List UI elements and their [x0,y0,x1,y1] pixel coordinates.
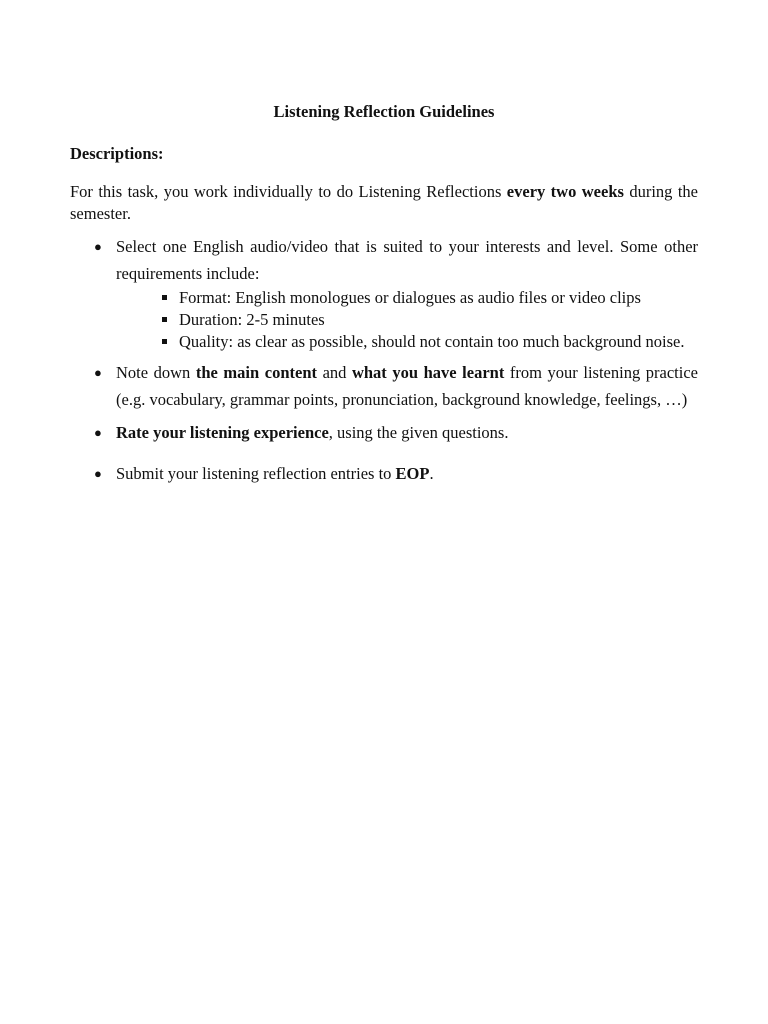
intro-paragraph [70,181,698,225]
requirement-format [116,287,698,309]
bullet-icon: ● [94,239,102,254]
note-text-3: from your listening [504,363,641,382]
square-bullet-icon [162,317,167,322]
document-page [70,100,698,491]
intro-emphasis: every two weeks [506,182,624,201]
requirements-list [116,287,698,353]
note-text-1: Note down [116,363,196,382]
select-audio-text-1: Select one English audio/video that is suited to your interests and level. Some [116,237,658,256]
intro-text-end: during the semester. [70,182,698,223]
bullet-icon: ● [94,466,102,481]
rate-text: , using the given questions. [328,423,509,442]
select-audio-text-2: other requirements include: [116,237,699,283]
requirement-quality [116,331,698,353]
requirement-text: Quality: as clear as possible, should not contain too much background noise. [179,332,685,351]
note-text-2: and [317,363,352,382]
submit-text: Submit your listening reflection entries to [116,464,396,483]
note-text-4: practice (e.g. vocabulary, grammar points, pronunciation, background knowledge, feelings, …) [116,363,698,409]
note-emphasis-2: what you have learnt [351,363,505,382]
document-title: Listening Reflection Guidelines [273,102,495,121]
guideline-list [70,233,698,487]
list-item-select-audio [70,233,698,353]
list-item-note-down [70,359,698,413]
bullet-icon: ● [94,365,102,380]
list-item-submit [70,460,698,487]
rate-emphasis: Rate your listening experience [116,423,329,442]
bullet-icon: ● [94,425,102,440]
section-heading: Descriptions: [70,144,164,163]
requirement-text: Duration: 2-5 minutes [179,310,325,329]
intro-text: For this task, you work individually to do Listening Reflections [70,182,507,201]
note-emphasis-1: the main content [195,363,317,382]
requirement-text: Format: English monologues or dialogues as audio files or video clips [179,288,641,307]
requirement-duration [116,309,698,331]
submit-emphasis: EOP [395,464,430,483]
submit-end: . [429,464,434,483]
square-bullet-icon [162,295,167,300]
list-item-rate [70,419,698,446]
square-bullet-icon [162,339,167,344]
